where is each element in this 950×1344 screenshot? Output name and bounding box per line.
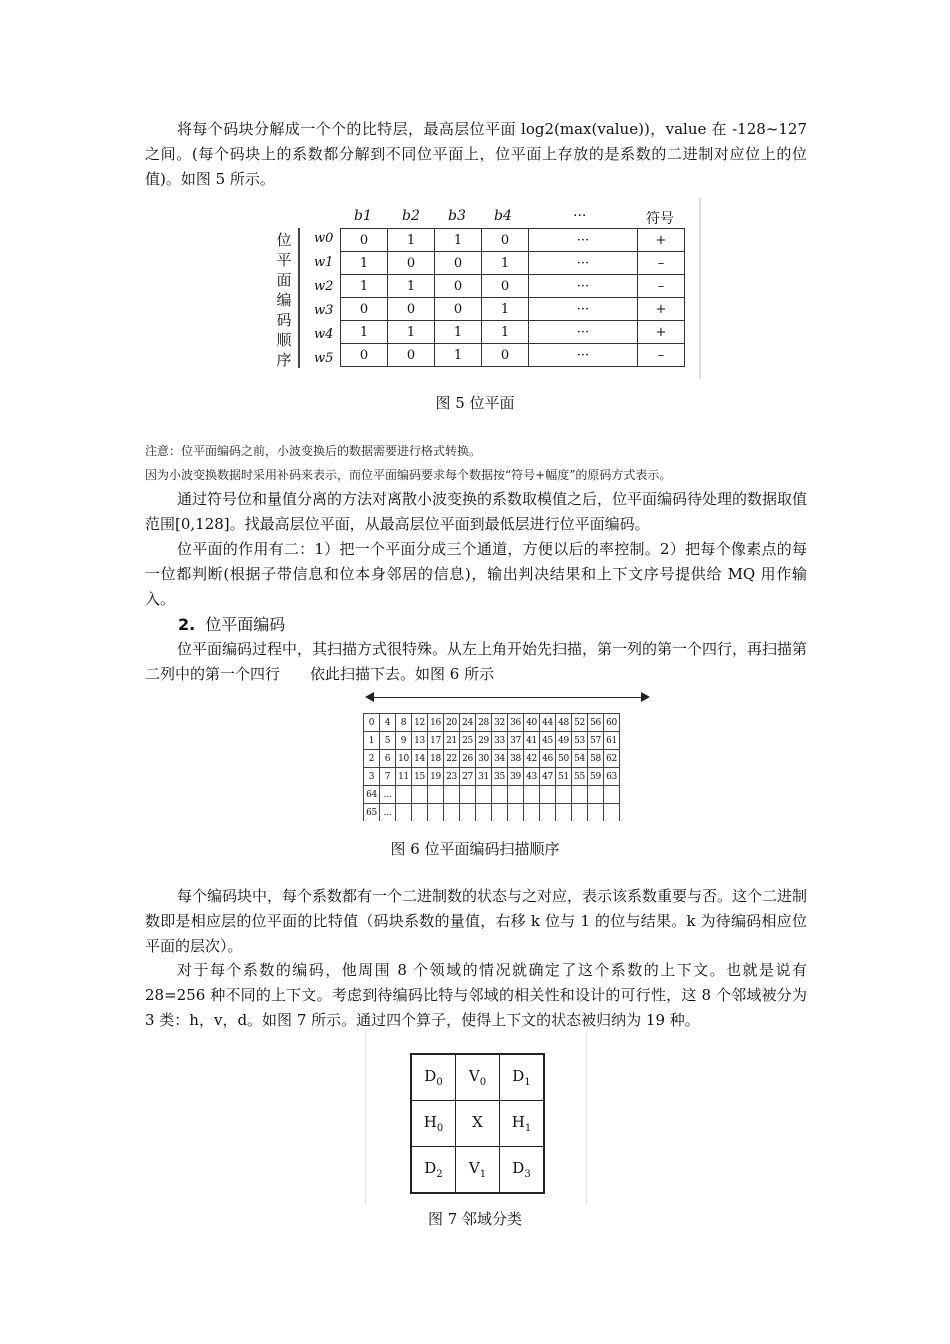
table-cell: 0 xyxy=(341,298,388,321)
table-cell xyxy=(588,786,604,804)
table-row xyxy=(341,275,685,298)
paragraph-2: 通过符号位和量值分离的方法对离散小波变换的系数取模值之后，位平面编码待处理的数据取值范围[0,128]。找最高层位平面，从最高层位平面到最低层进行位平面编码。 xyxy=(145,490,808,533)
table-row xyxy=(341,252,685,275)
table-cell xyxy=(492,786,508,804)
table-cell xyxy=(444,786,460,804)
table-cell: 1 xyxy=(341,321,388,344)
row-header: w3 xyxy=(314,303,334,318)
table-cell: + xyxy=(638,298,685,321)
table-cell: 1 xyxy=(388,321,435,344)
table-cell xyxy=(428,786,444,804)
table-cell: 57 xyxy=(588,732,604,750)
table-cell: 12 xyxy=(412,714,428,732)
table-cell: 18 xyxy=(428,750,444,768)
neighbor-letter: H xyxy=(511,1113,525,1131)
neighbor-letter: D xyxy=(424,1159,437,1177)
figure-frame-edge xyxy=(586,1031,587,1205)
column-header: b1 xyxy=(354,208,372,224)
table-cell: 6 xyxy=(380,750,396,768)
table-cell: 27 xyxy=(460,768,476,786)
paragraph-6: 对于每个系数的编码，他周围 8 个领域的情况就确定了这个系数的上下文。也就是说有 28=256 种不同的上下文。考虑到待编码比特与邻域的相关性和设计的可行性，这 8 个邻域被分为 3 类：h，v，d。如图 7 所示。通过四个算子，使得上下文的状态被归纳为 19 种。 xyxy=(145,961,807,1029)
table-cell xyxy=(572,786,588,804)
figure-frame-edge xyxy=(365,1031,366,1205)
table-row xyxy=(341,298,685,321)
table-cell: 22 xyxy=(444,750,460,768)
neighbor-letter: V xyxy=(468,1067,480,1085)
table-cell: ··· xyxy=(529,321,638,344)
table-cell: 1 xyxy=(482,252,529,275)
paragraph-3: 位平面的作用有二：1）把一个平面分成三个通道，方便以后的率控制。2）把每个像素点的每一位都判断(根据子带信息和位本身邻居的信息)，输出判决结果和上下文序号提供给 MQ 用作输入。 xyxy=(145,540,807,608)
table-cell: 24 xyxy=(460,714,476,732)
figure-7-caption: 图 7 邻域分类 xyxy=(427,1210,523,1228)
table-cell: 32 xyxy=(492,714,508,732)
table-cell: ... xyxy=(380,804,396,822)
vlabel-char: 面 xyxy=(276,271,292,289)
table-cell xyxy=(476,786,492,804)
table-cell xyxy=(460,804,476,822)
table-cell: 47 xyxy=(540,768,556,786)
table-cell: – xyxy=(638,275,685,298)
table-row xyxy=(364,786,620,804)
table-cell: 4 xyxy=(380,714,396,732)
table-cell: 38 xyxy=(508,750,524,768)
table-cell: + xyxy=(638,321,685,344)
vlabel-char: 序 xyxy=(276,351,292,369)
vertical-bar xyxy=(298,228,300,368)
table-cell xyxy=(556,786,572,804)
vlabel-char: 位 xyxy=(276,231,292,249)
table-cell: 5 xyxy=(380,732,396,750)
table-cell: 52 xyxy=(572,714,588,732)
table-cell xyxy=(396,786,412,804)
table-row xyxy=(411,1147,544,1194)
table-row xyxy=(341,229,685,252)
heading-text: 位平面编码 xyxy=(205,615,286,634)
table-cell: 53 xyxy=(572,732,588,750)
table-cell xyxy=(508,804,524,822)
table-cell: ··· xyxy=(529,229,638,252)
table-cell: 26 xyxy=(460,750,476,768)
table-cell: 7 xyxy=(380,768,396,786)
table-cell: ... xyxy=(380,786,396,804)
table-cell: 0 xyxy=(435,298,482,321)
table-cell: – xyxy=(638,252,685,275)
vlabel-char: 顺 xyxy=(276,331,292,349)
figure-6-scan-order xyxy=(343,687,671,833)
table-cell: 33 xyxy=(492,732,508,750)
table-row xyxy=(364,750,620,768)
table-cell: 65 xyxy=(364,804,380,822)
neighborhood-grid xyxy=(410,1053,545,1194)
table-cell: 0 xyxy=(388,344,435,367)
section-heading xyxy=(178,612,285,635)
table-cell: 34 xyxy=(492,750,508,768)
table-cell: ··· xyxy=(529,344,638,367)
table-cell: 43 xyxy=(524,768,540,786)
table-cell: 29 xyxy=(476,732,492,750)
table-row xyxy=(364,804,620,822)
table-cell xyxy=(524,786,540,804)
table-cell: 44 xyxy=(540,714,556,732)
table-row xyxy=(411,1101,544,1147)
table-cell: 0 xyxy=(341,229,388,252)
table-cell: 1 xyxy=(341,275,388,298)
table-cell: 0 xyxy=(388,252,435,275)
table-cell: 36 xyxy=(508,714,524,732)
table-cell: 58 xyxy=(588,750,604,768)
table-cell xyxy=(476,804,492,822)
vlabel-char: 平 xyxy=(276,251,292,269)
paragraph-4: 位平面编码过程中，其扫描方式很特殊。从左上角开始先扫描，第一列的第一个四行，再扫描第二列中的第一个四行 依此扫描下去。如图 6 所示 xyxy=(145,640,808,683)
arrow-right-icon xyxy=(641,692,650,702)
table-cell: 0 xyxy=(388,298,435,321)
table-cell: 20 xyxy=(444,714,460,732)
table-cell xyxy=(540,804,556,822)
table-cell: 49 xyxy=(556,732,572,750)
table-cell: 10 xyxy=(396,750,412,768)
row-header: w5 xyxy=(314,351,334,366)
table-cell xyxy=(588,804,604,822)
figure-frame-edge xyxy=(699,198,701,379)
table-cell: 54 xyxy=(572,750,588,768)
note-2: 因为小波变换数据时采用补码来表示，而位平面编码要求每个数据按“符号+幅度”的原码方式表示。 xyxy=(145,468,672,482)
table-cell xyxy=(412,804,428,822)
table-cell: 9 xyxy=(396,732,412,750)
table-cell: 50 xyxy=(556,750,572,768)
table-cell: 1 xyxy=(388,275,435,298)
table-cell: 1 xyxy=(341,252,388,275)
neighbor-letter: D xyxy=(424,1067,437,1085)
table-cell: 14 xyxy=(412,750,428,768)
table-cell xyxy=(604,804,620,822)
table-cell: 31 xyxy=(476,768,492,786)
neighbor-letter: V xyxy=(468,1159,480,1177)
table-cell: 56 xyxy=(588,714,604,732)
table-cell: 2 xyxy=(364,750,380,768)
neighbor-cell xyxy=(411,1101,456,1147)
table-cell: 63 xyxy=(604,768,620,786)
table-cell: 0 xyxy=(341,344,388,367)
table-cell: 45 xyxy=(540,732,556,750)
table-cell: 25 xyxy=(460,732,476,750)
figure-7-neighborhood xyxy=(365,1031,587,1205)
heading-number: 2. xyxy=(178,615,196,634)
table-row xyxy=(364,732,620,750)
table-cell: 40 xyxy=(524,714,540,732)
table-cell: 39 xyxy=(508,768,524,786)
table-cell xyxy=(492,804,508,822)
table-cell xyxy=(508,786,524,804)
table-cell: 59 xyxy=(588,768,604,786)
neighbor-cell xyxy=(411,1054,456,1101)
table-cell: 1 xyxy=(388,229,435,252)
neighbor-cell xyxy=(456,1101,500,1147)
table-cell: 1 xyxy=(435,344,482,367)
table-cell xyxy=(428,804,444,822)
neighbor-letter: X xyxy=(472,1113,483,1131)
neighbor-letter: H xyxy=(423,1113,437,1131)
table-cell xyxy=(604,786,620,804)
neighbor-cell xyxy=(500,1101,545,1147)
table-cell: ··· xyxy=(529,252,638,275)
neighbor-index: 1 xyxy=(524,1123,532,1134)
table-cell: ··· xyxy=(529,298,638,321)
vertical-label xyxy=(274,230,294,370)
figure-6-caption: 图 6 位平面编码扫描顺序 xyxy=(390,840,560,858)
paragraph-1: 将每个码块分解成一个个的比特层，最高层位平面 log2(max(value))，value 在 -128~127 之间。(每个码块上的系数都分解到不同位平面上，位平面上存放的是系数的二进制对应位上的位值)。如图 5 所示。 xyxy=(145,120,807,188)
table-cell: 23 xyxy=(444,768,460,786)
row-header: w2 xyxy=(314,279,334,294)
row-header: w1 xyxy=(314,255,334,270)
table-cell: 0 xyxy=(482,229,529,252)
vlabel-char: 编 xyxy=(276,291,292,309)
neighbor-index: 1 xyxy=(479,1169,487,1180)
table-cell: 61 xyxy=(604,732,620,750)
table-cell: 0 xyxy=(435,275,482,298)
table-cell: ··· xyxy=(529,275,638,298)
table-cell: 41 xyxy=(524,732,540,750)
table-cell: 17 xyxy=(428,732,444,750)
neighbor-index: 2 xyxy=(436,1169,443,1180)
column-header: b3 xyxy=(448,208,466,224)
neighbor-cell xyxy=(456,1147,500,1194)
table-cell: – xyxy=(638,344,685,367)
table-cell: 19 xyxy=(428,768,444,786)
neighbor-letter: D xyxy=(512,1159,525,1177)
bitplane-table xyxy=(340,228,685,367)
table-cell xyxy=(540,786,556,804)
table-cell xyxy=(556,804,572,822)
table-cell: 46 xyxy=(540,750,556,768)
table-cell: 28 xyxy=(476,714,492,732)
column-header: b4 xyxy=(494,208,512,224)
arrow-line xyxy=(371,697,643,698)
paragraph-5: 每个编码块中，每个系数都有一个二进制数的状态与之对应，表示该系数重要与否。这个二进制数即是相应层的位平面的比特值（码块系数的量值，右移 k 位与 1 的位与结果。k 为待编码相应位平面的层次）。 xyxy=(145,887,808,955)
table-cell: 8 xyxy=(396,714,412,732)
table-cell: 1 xyxy=(435,321,482,344)
table-cell: 62 xyxy=(604,750,620,768)
table-cell: 0 xyxy=(364,714,380,732)
row-header: w4 xyxy=(314,327,334,342)
table-cell: 64 xyxy=(364,786,380,804)
table-cell: 1 xyxy=(482,298,529,321)
neighbor-cell xyxy=(411,1147,456,1194)
neighbor-letter: D xyxy=(512,1067,525,1085)
table-cell: 48 xyxy=(556,714,572,732)
table-cell: 0 xyxy=(482,275,529,298)
table-cell: 60 xyxy=(604,714,620,732)
table-row xyxy=(364,714,620,732)
table-cell: 51 xyxy=(556,768,572,786)
neighbor-index: 3 xyxy=(524,1169,531,1180)
table-cell xyxy=(412,786,428,804)
table-cell: 1 xyxy=(435,229,482,252)
table-row xyxy=(341,344,685,367)
table-cell: 35 xyxy=(492,768,508,786)
neighbor-index: 0 xyxy=(479,1077,487,1088)
table-cell: 30 xyxy=(476,750,492,768)
table-row xyxy=(411,1054,544,1101)
table-cell: 15 xyxy=(412,768,428,786)
figure-5-caption: 图 5 位平面 xyxy=(435,394,515,412)
column-header: b2 xyxy=(402,208,420,224)
table-cell: 37 xyxy=(508,732,524,750)
table-cell xyxy=(572,804,588,822)
scan-order-grid xyxy=(363,713,620,821)
table-cell: 55 xyxy=(572,768,588,786)
table-cell: 3 xyxy=(364,768,380,786)
table-cell: 11 xyxy=(396,768,412,786)
table-cell: 0 xyxy=(435,252,482,275)
vlabel-char: 码 xyxy=(276,311,292,329)
table-cell: 21 xyxy=(444,732,460,750)
table-cell: 1 xyxy=(482,321,529,344)
figure-5-bitplane-table xyxy=(268,198,701,379)
table-row xyxy=(364,768,620,786)
column-header: 符号 xyxy=(646,211,674,227)
row-header: w0 xyxy=(314,231,334,246)
neighbor-cell xyxy=(456,1054,500,1101)
table-cell: 13 xyxy=(412,732,428,750)
neighbor-index: 0 xyxy=(436,1077,443,1088)
table-cell xyxy=(444,804,460,822)
note-1: 注意：位平面编码之前，小波变换后的数据需要进行格式转换。 xyxy=(145,444,482,458)
table-cell: 16 xyxy=(428,714,444,732)
table-cell: 42 xyxy=(524,750,540,768)
table-row xyxy=(341,321,685,344)
table-cell: 0 xyxy=(482,344,529,367)
neighbor-cell xyxy=(500,1054,545,1101)
table-cell xyxy=(396,804,412,822)
table-cell xyxy=(460,786,476,804)
neighbor-cell xyxy=(500,1147,545,1194)
neighbor-index: 1 xyxy=(524,1077,531,1088)
column-header: ··· xyxy=(573,208,587,224)
table-cell: 1 xyxy=(364,732,380,750)
table-cell: + xyxy=(638,229,685,252)
neighbor-index: 0 xyxy=(436,1123,444,1134)
table-cell xyxy=(524,804,540,822)
